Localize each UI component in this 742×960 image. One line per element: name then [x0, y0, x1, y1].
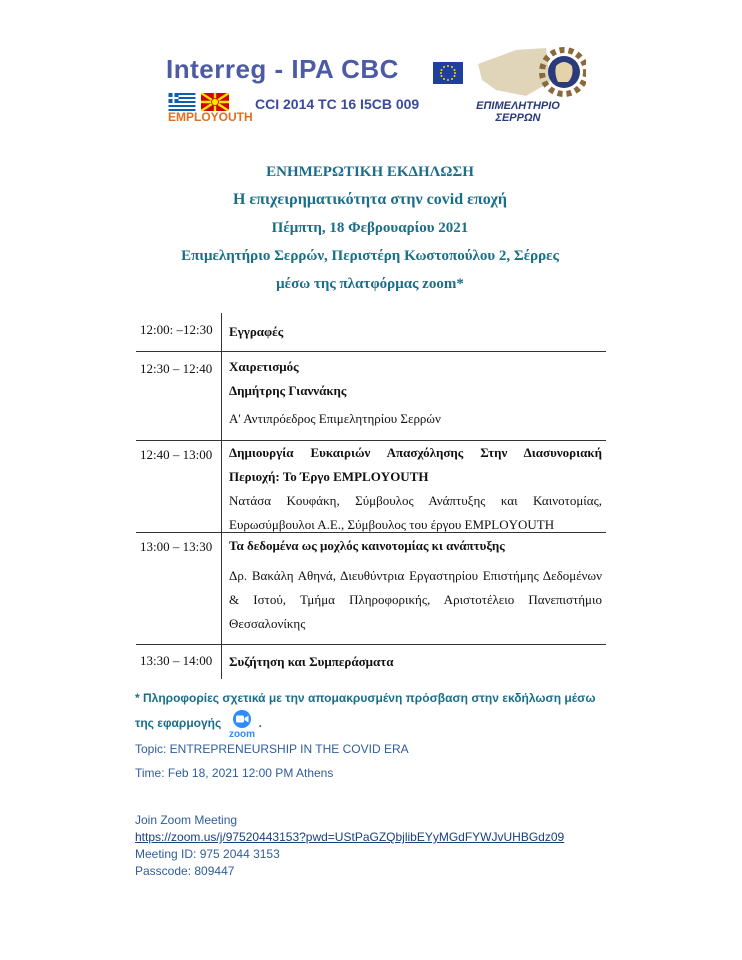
zoom-meeting-link[interactable]: https://zoom.us/j/97520443153?pwd=UStPaGZQbjlibEYyMGdFYWJvUHBGdz09: [135, 830, 565, 844]
zoom-note-trailing: .: [258, 716, 262, 731]
agenda-title: Δημιουργία Ευκαιριών Απασχόλησης Στην Διασυνοριακή: [229, 445, 602, 460]
zoom-logo-text: zoom: [228, 729, 255, 739]
agenda-row: [136, 645, 606, 679]
join-label: Join Zoom Meeting: [135, 813, 238, 827]
agenda-row: [136, 441, 606, 533]
meeting-id: Meeting ID: 975 2044 3153: [135, 847, 280, 861]
agenda-time: 12:00: –12:30: [140, 322, 213, 337]
agenda-title: Συζήτηση και Συμπεράσματα: [229, 654, 394, 669]
greek-flag-icon: [168, 93, 196, 111]
chamber-emblem-icon: [476, 42, 586, 102]
event-header: [60, 158, 680, 298]
agenda-speaker-role: & Ιστού, Τμήμα Πληροφορικής, Αριστοτέλειο Πανεπιστήμιο: [229, 592, 602, 607]
event-date: Πέμπτη, 18 Φεβρουαρίου 2021: [271, 220, 469, 236]
agenda-time: 13:30 – 14:00: [140, 653, 213, 668]
agenda-title: Τα δεδομένα ως μοχλός καινοτομίας κι ανάπτυξης: [229, 538, 505, 553]
agenda-speaker: Δημήτρης Γιαννάκης: [229, 383, 347, 398]
agenda-title: Περιοχή: Το Έργο EMPLOYOUTH: [229, 469, 429, 484]
zoom-note-line: της εφαρμογής: [135, 716, 222, 731]
cci-code: CCI 2014 TC 16 I5CB 009: [255, 96, 420, 112]
chamber-name: ΕΠΙΜΕΛΗΤΗΡΙΟ ΣΕΡΡΩΝ: [476, 100, 560, 124]
agenda-speaker-role: Δρ. Βακάλη Αθηνά, Διευθύντρια Εργαστηρίου Επιστήμης Δεδομένων: [229, 568, 602, 583]
agenda-time: 12:40 – 13:00: [140, 447, 213, 462]
agenda-title: Εγγραφές: [229, 324, 284, 339]
interreg-logo: Interreg - IPA CBC: [166, 54, 399, 84]
meeting-time: Time: Feb 18, 2021 12:00 PM Athens: [135, 766, 334, 780]
employouth-logo: EMPLOYOUTH: [168, 110, 253, 124]
agenda-time: 12:30 – 12:40: [140, 361, 213, 376]
meeting-topic: Topic: ENTREPRENEURSHIP IN THE COVID ERA: [135, 742, 409, 756]
meeting-passcode: Passcode: 809447: [135, 864, 235, 878]
agenda-row: [136, 352, 606, 441]
agenda-speaker-role: Ευρωσύμβουλοι Α.Ε., Σύμβουλος του έργου EMPLOYOUTH: [229, 517, 555, 532]
event-title: Η επιχειρηματικότητα στην covid εποχή: [232, 191, 507, 208]
zoom-logo-icon[interactable]: [225, 709, 259, 739]
eu-flag-icon: [433, 62, 463, 84]
agenda-speaker-role: Α' Αντιπρόεδρος Επιμελητηρίου Σερρών: [229, 411, 441, 426]
meeting-info: [135, 741, 655, 880]
north-macedonia-flag-icon: [201, 93, 229, 111]
event-platform: μέσω της πλατφόρμας zoom*: [276, 276, 464, 292]
agenda-speaker-role: Θεσσαλονίκης: [229, 616, 306, 631]
agenda-table: [136, 313, 606, 679]
agenda-time: 13:00 – 13:30: [140, 539, 213, 554]
agenda-speaker-role: Νατάσα Κουφάκη, Σύμβουλος Ανάπτυξης και Καινοτομίας,: [229, 493, 602, 508]
zoom-note-line: * Πληροφορίες σχετικά με την απομακρυσμένη πρόσβαση στην εκδήλωση μέσω: [135, 691, 596, 705]
agenda-title: Χαιρετισμός: [229, 359, 299, 374]
zoom-note: [135, 687, 615, 739]
agenda-row: [136, 533, 606, 645]
agenda-row: [136, 313, 606, 352]
event-type: ΕΝΗΜΕΡΩΤΙΚΗ ΕΚΔΗΛΩΣΗ: [266, 164, 474, 180]
event-venue: Επιμελητήριο Σερρών, Περιστέρη Κωστοπούλου 2, Σέρρες: [181, 248, 559, 264]
